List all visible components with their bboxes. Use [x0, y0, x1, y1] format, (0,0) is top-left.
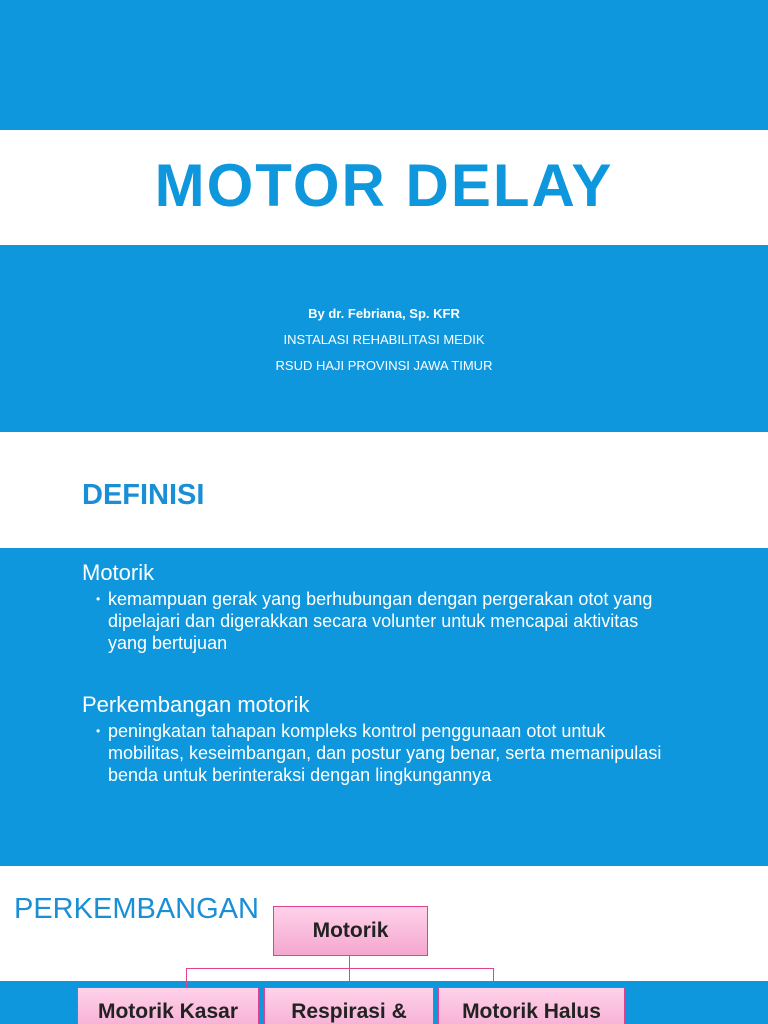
- bullet-item: [96, 588, 666, 654]
- institution-text: INSTALASI REHABILITASI MEDIK: [283, 332, 485, 347]
- connector-line: [186, 968, 187, 987]
- definition-heading: DEFINISI: [82, 479, 205, 511]
- development-heading: PERKEMBANGAN: [14, 893, 259, 925]
- definition-slide: [0, 444, 768, 866]
- bullet-dot-icon: •: [96, 592, 101, 606]
- section-title-motorik: Motorik: [82, 560, 155, 585]
- bullet-dot-icon: •: [96, 724, 101, 738]
- connector-line: [493, 968, 494, 987]
- author-text: By dr. Febriana, Sp. KFR: [308, 306, 460, 321]
- bullet-text: kemampuan gerak yang berhubungan dengan pergerakan otot yang dipelajari dan digerakkan secara volunter untuk mencapai aktivitas yang bertujuan: [108, 589, 653, 653]
- hospital-text: RSUD HAJI PROVINSI JAWA TIMUR: [275, 358, 493, 373]
- bullet-text: peningkatan tahapan kompleks kontrol penggunaan otot untuk mobilitas, keseimbangan, dan postur yang benar, serta memanipulasi benda untuk berinteraksi dengan lingkungannya: [108, 721, 662, 785]
- connector-line: [186, 968, 494, 969]
- section-title-perkembangan: Perkembangan motorik: [82, 692, 310, 717]
- connector-line: [349, 968, 350, 987]
- node-respirasi: Respirasi &: [264, 987, 434, 1024]
- node-motorik-kasar: Motorik Kasar: [77, 987, 259, 1024]
- node-motorik: Motorik: [273, 906, 428, 956]
- title-slide: [0, 0, 768, 432]
- bullet-item: [96, 720, 686, 786]
- node-motorik-halus: Motorik Halus: [438, 987, 625, 1024]
- connector-line: [349, 955, 350, 968]
- development-slide: [0, 878, 768, 1024]
- slide-title: MOTOR DELAY: [154, 152, 614, 219]
